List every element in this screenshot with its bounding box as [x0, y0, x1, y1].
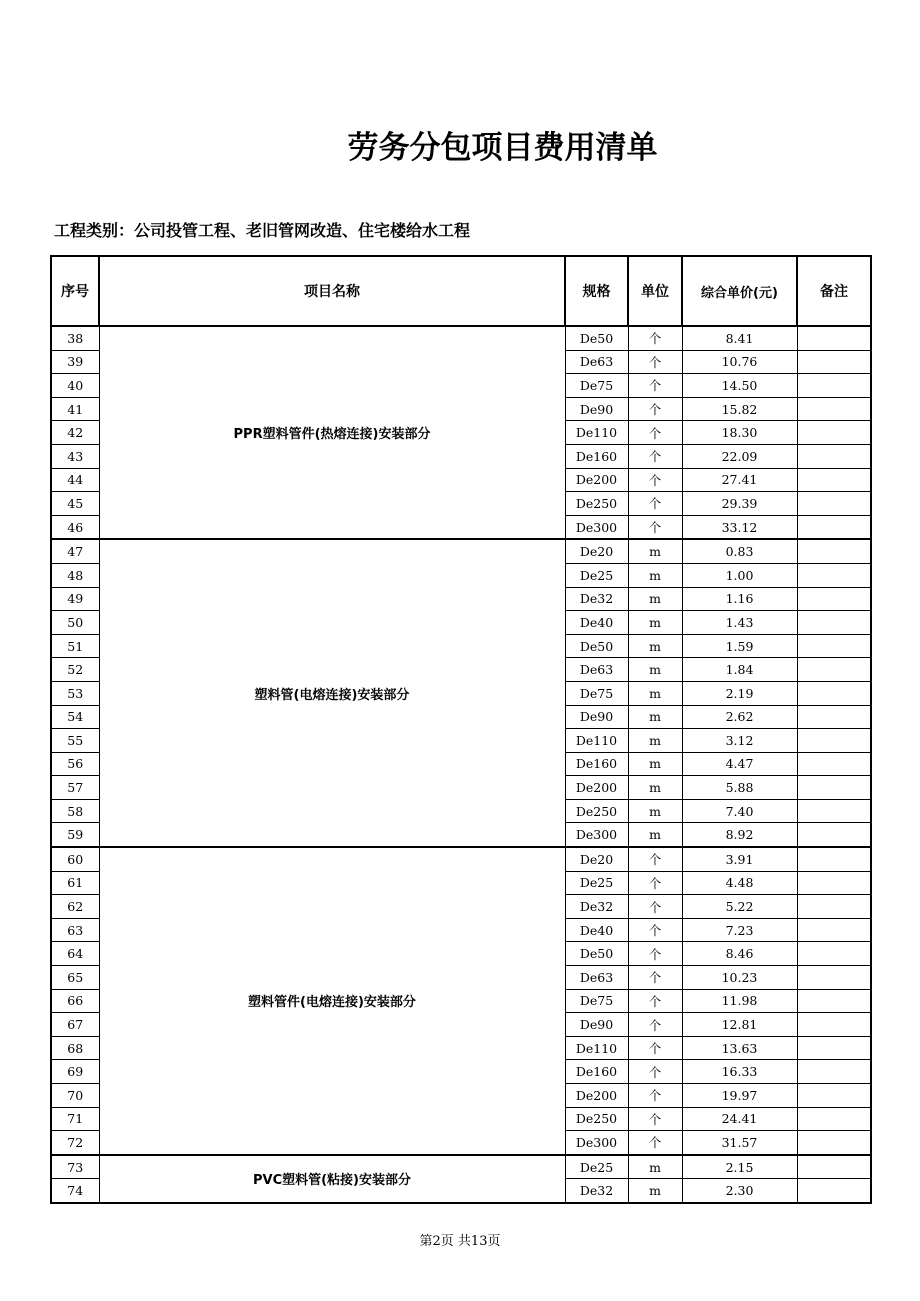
cell-unit: m — [628, 1179, 682, 1203]
cell-price: 29.39 — [682, 492, 797, 516]
cell-spec: De160 — [565, 1060, 628, 1084]
cell-seq: 70 — [51, 1084, 99, 1108]
cell-spec: De110 — [565, 1036, 628, 1060]
table-row — [51, 539, 871, 563]
cell-remark — [797, 989, 871, 1013]
cell-unit: 个 — [628, 515, 682, 539]
cell-price: 8.46 — [682, 942, 797, 966]
cell-unit: 个 — [628, 492, 682, 516]
cell-spec: De63 — [565, 350, 628, 374]
cell-spec: De32 — [565, 895, 628, 919]
cell-remark — [797, 1084, 871, 1108]
cell-spec: De40 — [565, 611, 628, 635]
cell-remark — [797, 563, 871, 587]
table-row — [51, 326, 871, 350]
fee-list-table — [50, 255, 872, 1204]
cell-unit: 个 — [628, 895, 682, 919]
cell-spec: De110 — [565, 729, 628, 753]
header-price: 综合单价(元) — [682, 256, 797, 326]
cell-unit: m — [628, 752, 682, 776]
cell-unit: m — [628, 563, 682, 587]
cell-remark — [797, 374, 871, 398]
cell-spec: De250 — [565, 1107, 628, 1131]
cell-spec: De200 — [565, 776, 628, 800]
cell-unit: m — [628, 658, 682, 682]
cell-seq: 52 — [51, 658, 99, 682]
cell-unit: m — [628, 1155, 682, 1179]
cell-spec: De75 — [565, 681, 628, 705]
cell-unit: 个 — [628, 871, 682, 895]
cell-spec: De50 — [565, 326, 628, 350]
cell-remark — [797, 1013, 871, 1037]
cell-remark — [797, 1036, 871, 1060]
cell-remark — [797, 397, 871, 421]
cell-spec: De90 — [565, 705, 628, 729]
header-seq: 序号 — [51, 256, 99, 326]
cell-remark — [797, 1131, 871, 1155]
cell-spec: De90 — [565, 397, 628, 421]
cell-unit: m — [628, 705, 682, 729]
cell-seq: 65 — [51, 966, 99, 990]
cell-remark — [797, 1155, 871, 1179]
cell-unit: m — [628, 611, 682, 635]
cell-unit: 个 — [628, 1084, 682, 1108]
cell-remark — [797, 634, 871, 658]
cell-remark — [797, 752, 871, 776]
cell-price: 15.82 — [682, 397, 797, 421]
cell-price: 10.23 — [682, 966, 797, 990]
cell-remark — [797, 1060, 871, 1084]
cell-item-name: PVC塑料管(粘接)安装部分 — [99, 1155, 565, 1203]
cell-price: 8.41 — [682, 326, 797, 350]
cell-spec: De63 — [565, 966, 628, 990]
cell-remark — [797, 515, 871, 539]
cell-seq: 38 — [51, 326, 99, 350]
page-footer: 第2页 共13页 — [419, 1234, 501, 1249]
cell-spec: De300 — [565, 1131, 628, 1155]
cell-unit: 个 — [628, 1060, 682, 1084]
cell-price: 3.91 — [682, 847, 797, 871]
cell-spec: De250 — [565, 799, 628, 823]
cell-seq: 73 — [51, 1155, 99, 1179]
cell-unit: m — [628, 823, 682, 847]
cell-unit: 个 — [628, 326, 682, 350]
cell-seq: 63 — [51, 918, 99, 942]
cell-spec: De300 — [565, 823, 628, 847]
cell-seq: 67 — [51, 1013, 99, 1037]
cell-spec: De200 — [565, 1084, 628, 1108]
cell-seq: 50 — [51, 611, 99, 635]
cell-seq: 60 — [51, 847, 99, 871]
cell-seq: 43 — [51, 444, 99, 468]
cell-price: 22.09 — [682, 444, 797, 468]
cell-price: 2.15 — [682, 1155, 797, 1179]
cell-spec: De25 — [565, 563, 628, 587]
header-name: 项目名称 — [99, 256, 565, 326]
cell-seq: 48 — [51, 563, 99, 587]
table-row — [51, 1155, 871, 1179]
cell-seq: 44 — [51, 468, 99, 492]
cell-spec: De300 — [565, 515, 628, 539]
cell-spec: De200 — [565, 468, 628, 492]
cell-price: 13.63 — [682, 1036, 797, 1060]
cell-spec: De75 — [565, 989, 628, 1013]
cell-price: 4.48 — [682, 871, 797, 895]
cell-price: 4.47 — [682, 752, 797, 776]
cell-unit: 个 — [628, 444, 682, 468]
cell-price: 12.81 — [682, 1013, 797, 1037]
project-category: 工程类别：公司投管工程、老旧管网改造、住宅楼给水工程 — [54, 221, 471, 240]
cell-unit: 个 — [628, 1013, 682, 1037]
cell-remark — [797, 681, 871, 705]
cell-remark — [797, 492, 871, 516]
cell-unit: m — [628, 776, 682, 800]
cell-item-name: 塑料管(电熔连接)安装部分 — [99, 539, 565, 847]
cell-price: 8.92 — [682, 823, 797, 847]
cell-item-name: 塑料管件(电熔连接)安装部分 — [99, 847, 565, 1155]
cell-price: 19.97 — [682, 1084, 797, 1108]
cell-price: 1.00 — [682, 563, 797, 587]
cell-seq: 55 — [51, 729, 99, 753]
cell-seq: 58 — [51, 799, 99, 823]
cell-unit: m — [628, 799, 682, 823]
table-row — [51, 847, 871, 871]
cell-remark — [797, 1107, 871, 1131]
cell-spec: De32 — [565, 587, 628, 611]
cell-unit: m — [628, 681, 682, 705]
cell-seq: 53 — [51, 681, 99, 705]
cell-seq: 39 — [51, 350, 99, 374]
cell-spec: De20 — [565, 539, 628, 563]
cell-remark — [797, 918, 871, 942]
cell-price: 2.30 — [682, 1179, 797, 1203]
cell-spec: De110 — [565, 421, 628, 445]
cell-remark — [797, 895, 871, 919]
cell-remark — [797, 421, 871, 445]
cell-remark — [797, 705, 871, 729]
cell-unit: m — [628, 634, 682, 658]
cell-price: 2.19 — [682, 681, 797, 705]
cell-price: 16.33 — [682, 1060, 797, 1084]
cell-unit: m — [628, 539, 682, 563]
cell-remark — [797, 966, 871, 990]
cell-seq: 64 — [51, 942, 99, 966]
cell-remark — [797, 1179, 871, 1203]
cell-remark — [797, 799, 871, 823]
cell-remark — [797, 611, 871, 635]
cell-price: 0.83 — [682, 539, 797, 563]
table-body — [51, 326, 871, 1203]
cell-spec: De25 — [565, 1155, 628, 1179]
cell-seq: 47 — [51, 539, 99, 563]
cell-remark — [797, 658, 871, 682]
cell-unit: 个 — [628, 468, 682, 492]
cell-remark — [797, 444, 871, 468]
cell-remark — [797, 539, 871, 563]
cell-remark — [797, 729, 871, 753]
cell-spec: De32 — [565, 1179, 628, 1203]
cell-price: 18.30 — [682, 421, 797, 445]
cell-seq: 51 — [51, 634, 99, 658]
cell-spec: De25 — [565, 871, 628, 895]
table-header-row — [51, 256, 871, 326]
cell-price: 10.76 — [682, 350, 797, 374]
cell-seq: 62 — [51, 895, 99, 919]
cell-unit: 个 — [628, 918, 682, 942]
cell-price: 2.62 — [682, 705, 797, 729]
cell-seq: 66 — [51, 989, 99, 1013]
cell-unit: 个 — [628, 1107, 682, 1131]
cell-remark — [797, 823, 871, 847]
cell-spec: De250 — [565, 492, 628, 516]
cell-seq: 42 — [51, 421, 99, 445]
cell-price: 14.50 — [682, 374, 797, 398]
cell-unit: 个 — [628, 397, 682, 421]
cell-seq: 72 — [51, 1131, 99, 1155]
cell-seq: 59 — [51, 823, 99, 847]
cell-unit: 个 — [628, 1036, 682, 1060]
cell-seq: 57 — [51, 776, 99, 800]
cell-item-name: PPR塑料管件(热熔连接)安装部分 — [99, 326, 565, 539]
cell-price: 5.88 — [682, 776, 797, 800]
cell-remark — [797, 871, 871, 895]
cell-spec: De50 — [565, 634, 628, 658]
header-spec: 规格 — [565, 256, 628, 326]
cell-seq: 49 — [51, 587, 99, 611]
header-unit: 单位 — [628, 256, 682, 326]
cell-seq: 41 — [51, 397, 99, 421]
cell-price: 1.43 — [682, 611, 797, 635]
cell-price: 24.41 — [682, 1107, 797, 1131]
cell-remark — [797, 847, 871, 871]
cell-seq: 71 — [51, 1107, 99, 1131]
cell-unit: 个 — [628, 847, 682, 871]
cell-remark — [797, 326, 871, 350]
cell-price: 7.40 — [682, 799, 797, 823]
cell-price: 1.16 — [682, 587, 797, 611]
cell-remark — [797, 776, 871, 800]
cell-spec: De75 — [565, 374, 628, 398]
cell-spec: De40 — [565, 918, 628, 942]
cell-unit: 个 — [628, 421, 682, 445]
cell-spec: De50 — [565, 942, 628, 966]
page-title: 劳务分包项目费用清单 — [347, 130, 658, 166]
cell-price: 3.12 — [682, 729, 797, 753]
cell-seq: 45 — [51, 492, 99, 516]
cell-seq: 46 — [51, 515, 99, 539]
cell-remark — [797, 587, 871, 611]
cell-unit: 个 — [628, 942, 682, 966]
cell-price: 1.59 — [682, 634, 797, 658]
cell-unit: 个 — [628, 1131, 682, 1155]
cell-unit: 个 — [628, 966, 682, 990]
cell-seq: 56 — [51, 752, 99, 776]
cell-seq: 68 — [51, 1036, 99, 1060]
cell-unit: 个 — [628, 374, 682, 398]
cell-spec: De160 — [565, 444, 628, 468]
cell-price: 11.98 — [682, 989, 797, 1013]
cell-remark — [797, 942, 871, 966]
cell-spec: De20 — [565, 847, 628, 871]
cell-spec: De160 — [565, 752, 628, 776]
cell-unit: 个 — [628, 350, 682, 374]
cell-unit: m — [628, 729, 682, 753]
cell-price: 27.41 — [682, 468, 797, 492]
cell-seq: 54 — [51, 705, 99, 729]
cell-seq: 40 — [51, 374, 99, 398]
cell-remark — [797, 468, 871, 492]
cell-seq: 69 — [51, 1060, 99, 1084]
cell-seq: 61 — [51, 871, 99, 895]
cell-spec: De90 — [565, 1013, 628, 1037]
cell-unit: m — [628, 587, 682, 611]
cell-price: 7.23 — [682, 918, 797, 942]
cell-price: 5.22 — [682, 895, 797, 919]
cell-unit: 个 — [628, 989, 682, 1013]
cell-price: 33.12 — [682, 515, 797, 539]
cell-price: 1.84 — [682, 658, 797, 682]
cell-remark — [797, 350, 871, 374]
header-remark: 备注 — [797, 256, 871, 326]
cell-price: 31.57 — [682, 1131, 797, 1155]
cell-spec: De63 — [565, 658, 628, 682]
cell-seq: 74 — [51, 1179, 99, 1203]
